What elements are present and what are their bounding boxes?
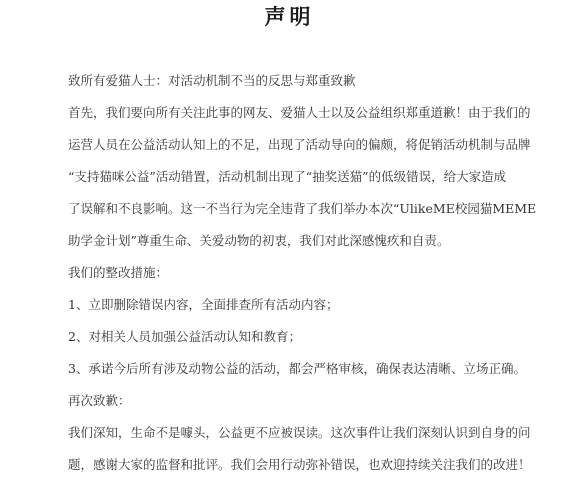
paragraph-line: 首先，我们要向所有关注此事的网友、爱猫人士以及公益组织郑重道歉！由于我们的 bbox=[68, 105, 531, 120]
paragraph-line: “支持猫咪公益”活动错置，活动机制出现了“抽奖送猫”的低级错误，给大家造成 bbox=[68, 169, 507, 184]
measure-item: 3、承诺今后所有涉及动物公益的活动，都会严格审核，确保表达清晰、立场正确。 bbox=[68, 361, 526, 376]
paragraph-line: 了误解和不良影响。这一不当行为完全违背了我们举办本次“UlikeME校园猫MEME bbox=[68, 201, 537, 216]
measure-item: 2、对相关人员加强公益活动认知和教育； bbox=[68, 329, 301, 344]
closing-line: 我们深知，生命不是噱头，公益更不应被误读。这次事件让我们深刻认识到自身的问 bbox=[68, 425, 531, 440]
paragraph-line: 运营人员在公益活动认知上的不足，出现了活动导向的偏颇，将促销活动机制与品牌 bbox=[68, 137, 531, 152]
measure-item: 1、立即删除错误内容，全面排查所有活动内容； bbox=[68, 297, 339, 312]
paragraph-line: 助学金计划”尊重生命、关爱动物的初衷，我们对此深感愧疚和自责。 bbox=[68, 233, 450, 248]
salutation: 致所有爱猫人士：对活动机制不当的反思与郑重致歉 bbox=[68, 73, 356, 88]
document-title: 声明 bbox=[264, 5, 315, 29]
apology-heading: 再次致歉： bbox=[68, 393, 131, 408]
closing-line: 题，感谢大家的监督和批评。我们会用行动弥补错误，也欢迎持续关注我们的改进！ bbox=[68, 457, 531, 472]
measures-heading: 我们的整改措施： bbox=[68, 265, 169, 280]
